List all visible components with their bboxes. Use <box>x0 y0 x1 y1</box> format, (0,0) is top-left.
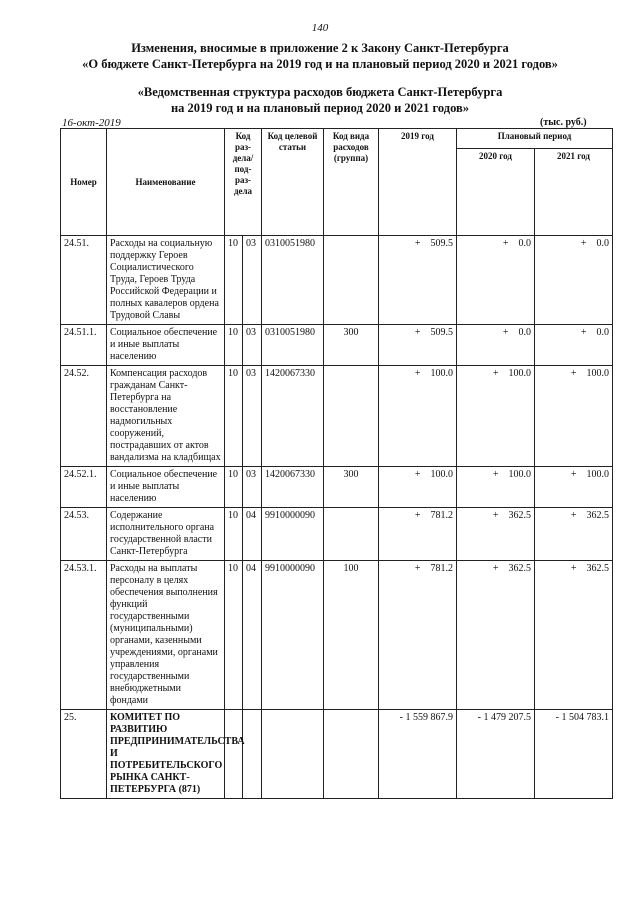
row-kind <box>324 508 379 561</box>
value: - 1 504 783.1 <box>555 712 609 723</box>
sign: + <box>580 327 587 338</box>
document-subtitle <box>0 84 640 116</box>
row-amount-2021 <box>535 467 613 508</box>
row-subsection: 03 <box>243 366 262 467</box>
table-row <box>61 710 613 799</box>
row-name: Социальное обеспечение и иные выплаты населению <box>107 325 225 366</box>
row-section: 10 <box>225 366 243 467</box>
header-target-code: Код целевой статьи <box>262 129 324 236</box>
value: 100.0 <box>586 368 609 379</box>
row-amount-2020 <box>457 561 535 710</box>
sign: + <box>570 368 577 379</box>
row-section: 10 <box>225 561 243 710</box>
table-row <box>61 325 613 366</box>
row-section: 10 <box>225 325 243 366</box>
row-subsection <box>243 710 262 799</box>
header-planned-period: Плановый период <box>457 129 613 149</box>
row-kind <box>324 236 379 325</box>
row-subsection: 04 <box>243 508 262 561</box>
row-amount-2021 <box>535 236 613 325</box>
title-line-1: Изменения, вносимые в приложение 2 к Закону Санкт-Петербурга <box>131 41 509 55</box>
row-name: Содержание исполнительного органа государственной власти Санкт-Петербурга <box>107 508 225 561</box>
value: 100.0 <box>430 368 453 379</box>
sign: + <box>414 469 421 480</box>
document-title <box>0 40 640 72</box>
row-kind <box>324 710 379 799</box>
row-amount-2019 <box>379 467 457 508</box>
row-amount-2019 <box>379 366 457 467</box>
row-subsection: 04 <box>243 561 262 710</box>
table-row <box>61 561 613 710</box>
row-kind: 300 <box>324 325 379 366</box>
row-name: Расходы на выплаты персоналу в целях обеспечения выполнения функций государственными (муниципальными) органами, казенными учреждениями, органами управления государственными внебюджетными фондами <box>107 561 225 710</box>
value: 362.5 <box>508 563 531 574</box>
subtitle-line-2: на 2019 год и на плановый период 2020 и 2021 годов» <box>170 101 470 115</box>
row-amount-2020 <box>457 325 535 366</box>
row-amount-2019 <box>379 236 457 325</box>
value: 362.5 <box>508 510 531 521</box>
sign: + <box>570 510 577 521</box>
row-subsection: 03 <box>243 325 262 366</box>
units-label: (тыс. руб.) <box>540 117 587 128</box>
row-target: 0310051980 <box>262 325 324 366</box>
sign: + <box>492 563 499 574</box>
row-target: 0310051980 <box>262 236 324 325</box>
row-target: 9910000090 <box>262 508 324 561</box>
value: 100.0 <box>586 469 609 480</box>
value: 781.2 <box>430 563 453 574</box>
header-section-code: Код раз-дела/ под-раз-дела <box>225 129 262 236</box>
row-name: Расходы на социальную поддержку Героев Социалистического Труда, Героев Труда Российской Федерации и полных кавалеров ордена Трудовой Славы <box>107 236 225 325</box>
row-number: 24.52. <box>61 366 107 467</box>
sign: + <box>492 510 499 521</box>
table-row <box>61 508 613 561</box>
value: 100.0 <box>508 368 531 379</box>
value: 0.0 <box>518 327 531 338</box>
row-amount-2020 <box>457 467 535 508</box>
budget-table <box>60 128 613 799</box>
sign: + <box>414 563 421 574</box>
row-number: 24.52.1. <box>61 467 107 508</box>
row-kind: 100 <box>324 561 379 710</box>
row-number: 25. <box>61 710 107 799</box>
row-name: КОМИТЕТ ПО РАЗВИТИЮ ПРЕДПРИНИМАТЕЛЬСТВА И ПОТРЕБИТЕЛЬСКОГО РЫНКА САНКТ-ПЕТЕРБУРГА (871) <box>107 710 225 799</box>
table-row <box>61 236 613 325</box>
value: 0.0 <box>518 238 531 249</box>
sign: + <box>414 368 421 379</box>
row-section <box>225 710 243 799</box>
value: - 1 559 867.9 <box>399 712 453 723</box>
row-number: 24.51.1. <box>61 325 107 366</box>
value: - 1 479 207.5 <box>477 712 531 723</box>
sign: + <box>580 238 587 249</box>
row-amount-2020 <box>457 236 535 325</box>
sign: + <box>492 368 499 379</box>
row-amount-2019 <box>379 561 457 710</box>
value: 0.0 <box>596 327 609 338</box>
row-kind: 300 <box>324 467 379 508</box>
header-2019: 2019 год <box>379 129 457 236</box>
header-kind-code: Код вида расходов (группа) <box>324 129 379 236</box>
value: 362.5 <box>586 510 609 521</box>
row-number: 24.53.1. <box>61 561 107 710</box>
row-target: 1420067330 <box>262 467 324 508</box>
value: 100.0 <box>508 469 531 480</box>
row-amount-2021 <box>535 366 613 467</box>
row-amount-2021 <box>535 508 613 561</box>
header-2021: 2021 год <box>535 149 613 236</box>
value: 509.5 <box>430 238 453 249</box>
header-2020: 2020 год <box>457 149 535 236</box>
row-subsection: 03 <box>243 467 262 508</box>
row-section: 10 <box>225 508 243 561</box>
row-target: 9910000090 <box>262 561 324 710</box>
sign: + <box>570 563 577 574</box>
row-amount-2019 <box>379 508 457 561</box>
row-amount-2021 <box>535 710 613 799</box>
row-amount-2019 <box>379 710 457 799</box>
row-name: Компенсация расходов гражданам Санкт-Петербурга на восстановление надмогильных сооружений, пострадавших от актов вандализма на кладбищах <box>107 366 225 467</box>
value: 781.2 <box>430 510 453 521</box>
value: 0.0 <box>596 238 609 249</box>
header-number: Номер <box>61 129 107 236</box>
table-row <box>61 467 613 508</box>
row-number: 24.51. <box>61 236 107 325</box>
header-name: Наименование <box>107 129 225 236</box>
sign: + <box>492 469 499 480</box>
sign: + <box>570 469 577 480</box>
subtitle-line-1: «Ведомственная структура расходов бюджета Санкт-Петербурга <box>137 85 503 99</box>
sign: + <box>414 510 421 521</box>
row-number: 24.53. <box>61 508 107 561</box>
row-amount-2021 <box>535 561 613 710</box>
value: 100.0 <box>430 469 453 480</box>
document-date: 16-окт-2019 <box>62 117 121 129</box>
row-amount-2019 <box>379 325 457 366</box>
row-amount-2020 <box>457 710 535 799</box>
row-amount-2021 <box>535 325 613 366</box>
row-target: 1420067330 <box>262 366 324 467</box>
row-amount-2020 <box>457 366 535 467</box>
row-section: 10 <box>225 236 243 325</box>
sign: + <box>414 238 421 249</box>
row-target <box>262 710 324 799</box>
sign: + <box>502 238 509 249</box>
table-row <box>61 366 613 467</box>
title-line-2: «О бюджете Санкт-Петербурга на 2019 год и на плановый период 2020 и 2021 годов» <box>82 57 558 71</box>
row-subsection: 03 <box>243 236 262 325</box>
sign: + <box>502 327 509 338</box>
row-amount-2020 <box>457 508 535 561</box>
value: 362.5 <box>586 563 609 574</box>
row-name: Социальное обеспечение и иные выплаты населению <box>107 467 225 508</box>
sign: + <box>414 327 421 338</box>
value: 509.5 <box>430 327 453 338</box>
row-kind <box>324 366 379 467</box>
row-section: 10 <box>225 467 243 508</box>
page-number: 140 <box>311 22 329 34</box>
